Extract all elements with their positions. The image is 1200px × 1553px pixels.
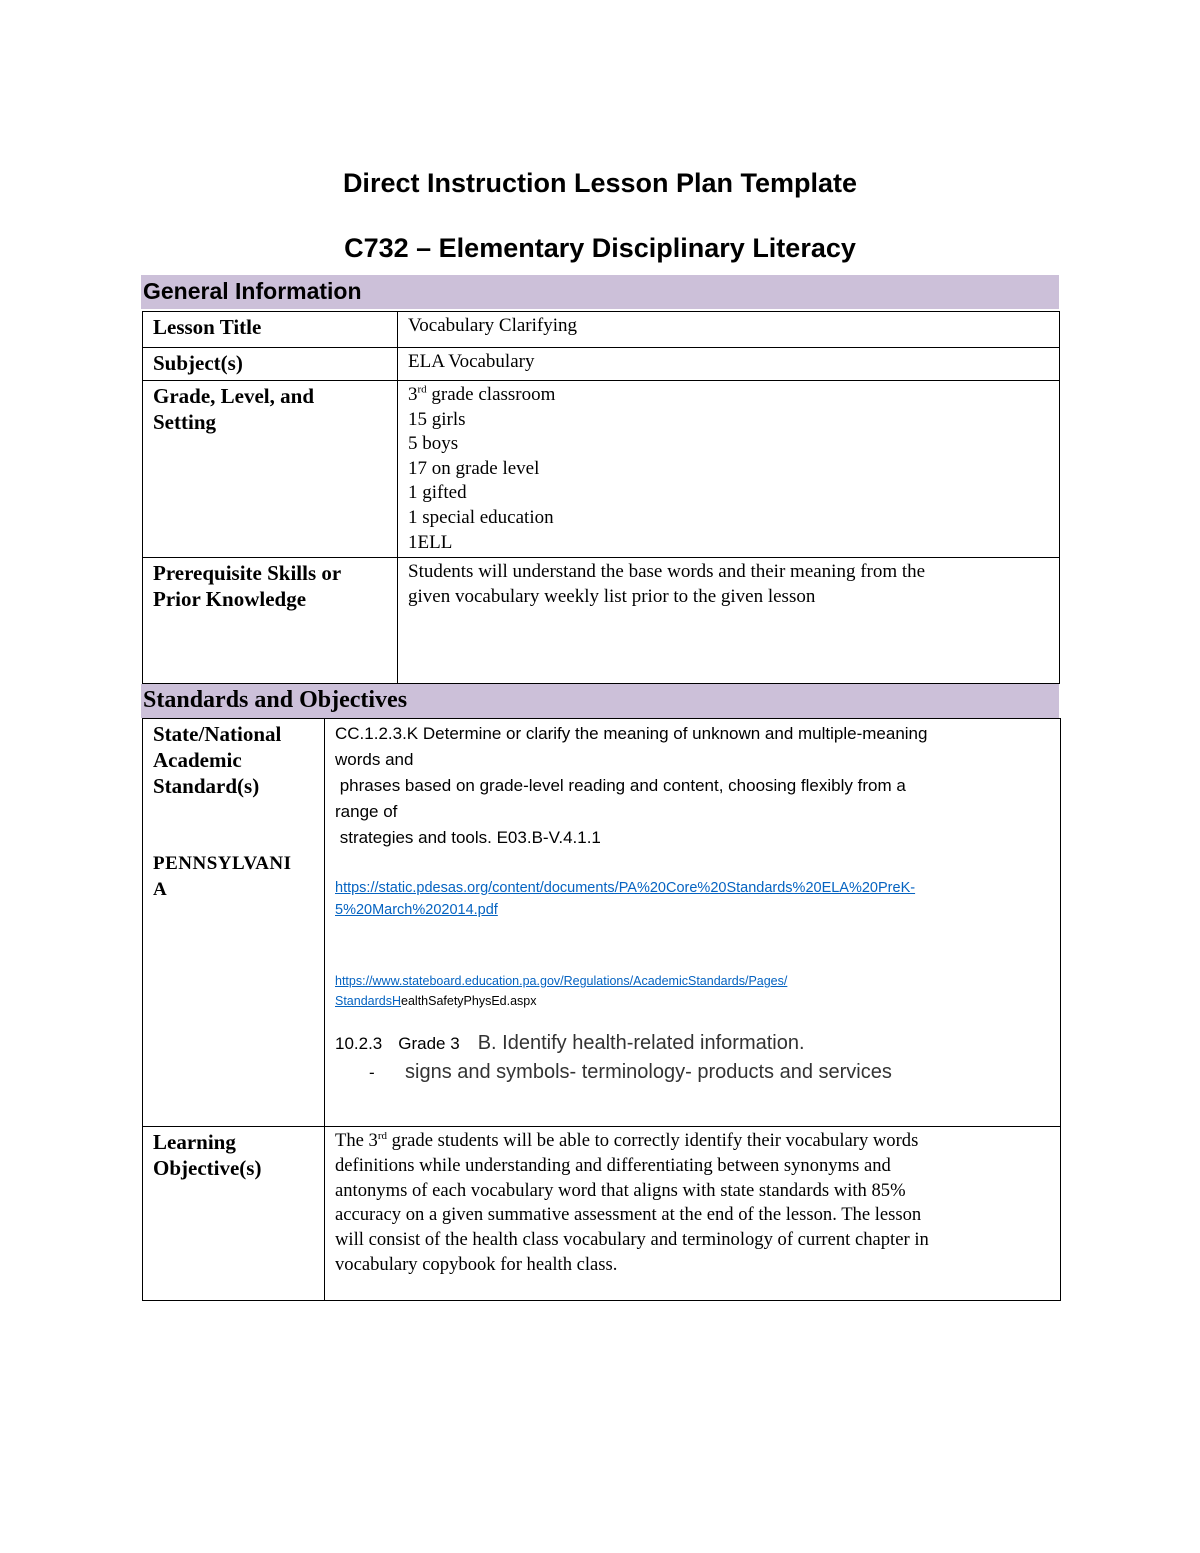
lesson-title-label: Lesson Title [143, 312, 398, 348]
general-information-heading: General Information [143, 278, 362, 304]
subjects-value: ELA Vocabulary [398, 348, 1060, 381]
state-standards-label: State/National Academic Standard(s) PENNSYLVANI A [143, 719, 325, 1127]
prerequisite-value: Students will understand the base words and their meaning from the given vocabulary weekly list prior to the given lesson [398, 558, 1060, 684]
setting-line: 15 girls [408, 408, 466, 430]
stateboard-link[interactable]: https://www.stateboard.education.pa.gov/Regulations/AcademicStandards/Pages/ StandardsHealthSafetyPhysEd.aspx [335, 974, 788, 1008]
general-information-table [142, 311, 1060, 684]
document-title: Direct Instruction Lesson Plan Template [342, 168, 858, 198]
subjects-label: Subject(s) [143, 348, 398, 381]
general-information-header [141, 275, 1059, 309]
table-row [143, 381, 1060, 558]
table-row [143, 1127, 1061, 1301]
state-standards-value [325, 719, 1061, 1127]
setting-line: 17 on grade level [408, 457, 540, 479]
setting-line: 5 boys [408, 433, 459, 455]
lesson-title-value: Vocabulary Clarifying [398, 312, 1060, 348]
learning-objectives-label: Learning Objective(s) [143, 1127, 325, 1301]
table-row [143, 719, 1061, 1127]
health-standard: 10.2.3 Grade 3 B. Identify health-related information. [335, 1032, 805, 1054]
document-subtitle: C732 – Elementary Disciplinary Literacy [344, 233, 856, 263]
table-row [143, 312, 1060, 348]
standard-text: CC.1.2.3.K Determine or clarify the meaning of unknown and multiple-meaning words and phrases based on grade-level reading and content, choosing flexibly from a range of strategies and tools. E03.B-V.4.1.1 [335, 724, 928, 847]
pdesas-link[interactable]: https://static.pdesas.org/content/documents/PA%20Core%20Standards%20ELA%20PreK- 5%20March%202014.pdf [335, 880, 916, 918]
standards-objectives-table [142, 718, 1061, 1301]
health-sub-item: - signs and symbols- terminology- products and services [369, 1061, 892, 1083]
grade-level-setting-value [398, 381, 1060, 558]
grade-level-setting-label: Grade, Level, and Setting [143, 381, 398, 558]
setting-line: 1 gifted [408, 482, 467, 504]
standards-objectives-header [141, 684, 1059, 718]
standards-objectives-heading: Standards and Objectives [143, 687, 408, 713]
grade-line: 3rd grade classroom [408, 383, 556, 405]
table-row [143, 558, 1060, 684]
setting-line: 1 special education [408, 506, 554, 528]
prerequisite-label: Prerequisite Skills or Prior Knowledge [143, 558, 398, 684]
table-row [143, 348, 1060, 381]
setting-line: 1ELL [408, 531, 453, 553]
state-name: PENNSYLVANI A [153, 853, 292, 900]
learning-objectives-value: The 3rd grade students will be able to correctly identify their vocabulary words definitions while understanding and differentiating between synonyms and antonyms of each vocabulary word that aligns with state standards with 85% accuracy on a given summative assessment at the end of the lesson. The lesson will consist of the health class vocabulary and terminology of current chapter in vocabulary copybook for health class. [325, 1127, 1061, 1301]
